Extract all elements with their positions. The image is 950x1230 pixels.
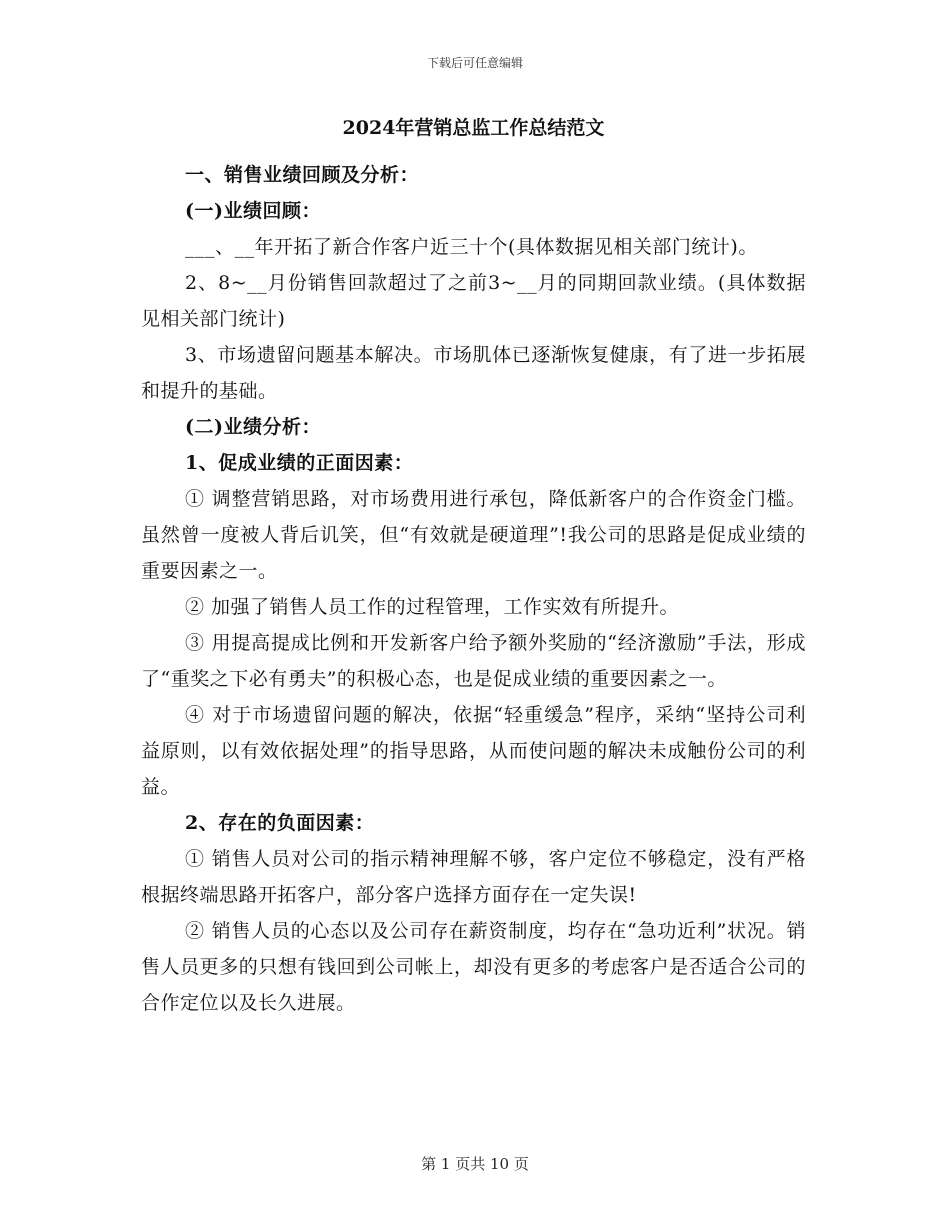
- paragraph-negative-1: ① 销售人员对公司的指示精神理解不够，客户定位不够稳定，没有严格根据终端思路开拓客户，部分客户选择方面存在一定失误!: [141, 848, 806, 906]
- paragraph-positive-2: ② 加强了销售人员工作的过程管理，工作实效有所提升。: [185, 596, 680, 618]
- heading-negative-factors: 2、存在的负面因素：: [185, 812, 375, 834]
- document-body: [141, 112, 806, 1021]
- paragraph-negative-2: ② 销售人员的心态以及公司存在薪资制度，均存在“急功近利”状况。销售人员更多的只想有钱回到公司帐上，却没有更多的考虑客户是否适合公司的合作定位以及长久进展。: [141, 920, 806, 1014]
- document-title: 2024年营销总监工作总结范文: [342, 117, 605, 139]
- section-heading-1: 一、销售业绩回顾及分析：: [185, 164, 420, 186]
- heading-positive-factors: 1、促成业绩的正面因素：: [185, 452, 414, 474]
- paragraph-new-clients: ___、__年开拓了新合作客户近三十个(具体数据见相关部门统计)。: [185, 236, 758, 258]
- paragraph-positive-1: ① 调整营销思路，对市场费用进行承包，降低新客户的合作资金门槛。虽然曾一度被人背后讥笑，但“有效就是硬道理”!我公司的思路是促成业绩的重要因素之一。: [141, 488, 806, 582]
- page-number: 第 1 页共 10 页: [421, 1155, 529, 1173]
- subsection-heading-analysis: (二)业绩分析：: [185, 416, 321, 438]
- paragraph-payment-collection: 2、8~__月份销售回款超过了之前3~__月的同期回款业绩。(具体数据见相关部门统计): [141, 272, 806, 330]
- header-note: 下载后可任意编辑: [426, 56, 523, 70]
- paragraph-positive-4: ④ 对于市场遗留问题的解决，依据“轻重缓急”程序，采纳“坚持公司利益原则，以有效依据处理”的指导思路，从而使问题的解决未成触份公司的利益。: [141, 704, 806, 798]
- paragraph-positive-3: ③ 用提高提成比例和开发新客户给予额外奖励的“经济激励”手法，形成了“重奖之下必有勇夫”的积极心态，也是促成业绩的重要因素之一。: [141, 632, 806, 690]
- subsection-heading-review: (一)业绩回顾：: [185, 200, 321, 222]
- paragraph-legacy-issues: 3、市场遗留问题基本解决。市场肌体已逐渐恢复健康，有了进一步拓展和提升的基础。: [141, 344, 806, 402]
